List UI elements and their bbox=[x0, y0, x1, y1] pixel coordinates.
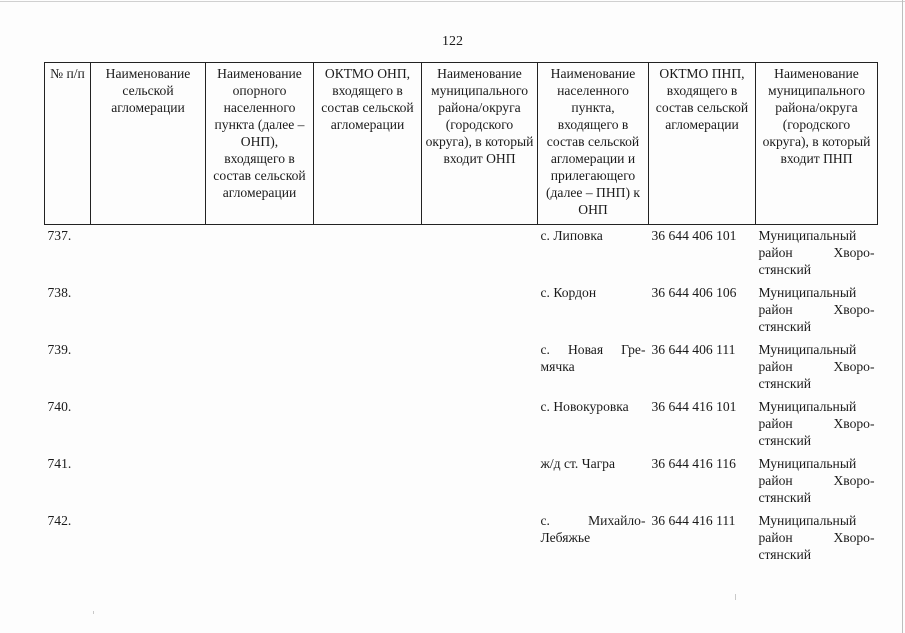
agglomeration-cell bbox=[91, 339, 206, 396]
header-pnp-oktmo: ОКТМО ПНП, входящего в состав сельской агломерации bbox=[649, 63, 756, 225]
header-pnp-name: Наименование населенного пункта, входящего в состав сельской агломерации и прилегающего (далее – ПНП) к ОНП bbox=[538, 63, 649, 225]
onp-cell bbox=[206, 510, 314, 567]
onp-district-cell bbox=[422, 510, 538, 567]
row-number: 741. bbox=[47, 456, 72, 471]
table-row bbox=[45, 453, 878, 510]
row-number: 739. bbox=[47, 342, 72, 357]
onp-cell bbox=[206, 396, 314, 453]
header-onp-name: Наименование опорного населенного пункта (далее – ОНП), входящего в состав сельской агломерации bbox=[206, 63, 314, 225]
agglomeration-cell bbox=[91, 453, 206, 510]
table-row bbox=[45, 282, 878, 339]
pnp-district-cell: Муниципальный район Хворо- стянский bbox=[758, 228, 875, 277]
header-number: № п/п bbox=[45, 63, 91, 225]
agglomeration-cell bbox=[91, 396, 206, 453]
pnp-district-cell: Муниципальный район Хворо- стянский bbox=[758, 342, 875, 391]
onp-district-cell bbox=[422, 396, 538, 453]
table-row bbox=[45, 339, 878, 396]
onp-district-cell bbox=[422, 339, 538, 396]
header-agglomeration-name: Наименование сельской агломерации bbox=[91, 63, 206, 225]
onp-oktmo-cell bbox=[314, 282, 422, 339]
pnp-oktmo-cell: 36 644 416 101 bbox=[651, 399, 737, 414]
pnp-oktmo-cell: 36 644 416 111 bbox=[651, 513, 736, 528]
onp-cell bbox=[206, 225, 314, 283]
row-number: 742. bbox=[47, 513, 72, 528]
table-row bbox=[45, 396, 878, 453]
table-row bbox=[45, 225, 878, 283]
pnp-name-cell: с. Михайло- Лебяжье bbox=[540, 513, 646, 545]
agglomeration-table bbox=[44, 62, 878, 567]
header-onp-district: Наименование муниципального района/округа (городского округа), в который входит ОНП bbox=[422, 63, 538, 225]
onp-oktmo-cell bbox=[314, 225, 422, 283]
pnp-name-cell: ж/д ст. Чагра bbox=[540, 456, 616, 471]
row-number: 738. bbox=[47, 285, 72, 300]
row-number: 740. bbox=[47, 399, 72, 414]
pnp-name-cell: с. Новокуровка bbox=[540, 399, 629, 414]
agglomeration-cell bbox=[91, 510, 206, 567]
pnp-district-cell: Муниципальный район Хворо- стянский bbox=[758, 399, 875, 448]
pnp-name-cell: с. Кордон bbox=[540, 285, 597, 300]
scan-speck bbox=[735, 594, 736, 600]
onp-oktmo-cell bbox=[314, 453, 422, 510]
pnp-name-cell: с. Новая Гре- мячка bbox=[540, 342, 646, 374]
pnp-district-cell: Муниципальный район Хворо- стянский bbox=[758, 285, 875, 334]
agglomeration-cell bbox=[91, 225, 206, 283]
pnp-oktmo-cell: 36 644 406 111 bbox=[651, 342, 736, 357]
pnp-oktmo-cell: 36 644 406 106 bbox=[651, 285, 737, 300]
scan-edge-top bbox=[0, 1, 905, 2]
pnp-district-cell: Муниципальный район Хворо- стянский bbox=[758, 513, 875, 562]
row-number: 737. bbox=[47, 228, 72, 243]
onp-district-cell bbox=[422, 453, 538, 510]
onp-oktmo-cell bbox=[314, 339, 422, 396]
onp-cell bbox=[206, 453, 314, 510]
scan-speck bbox=[93, 611, 94, 614]
table-row bbox=[45, 510, 878, 567]
pnp-oktmo-cell: 36 644 406 101 bbox=[651, 228, 737, 243]
onp-district-cell bbox=[422, 282, 538, 339]
pnp-district-cell: Муниципальный район Хворо- стянский bbox=[758, 456, 875, 505]
onp-cell bbox=[206, 282, 314, 339]
header-onp-oktmo: ОКТМО ОНП, входящего в состав сельской агломерации bbox=[314, 63, 422, 225]
onp-oktmo-cell bbox=[314, 396, 422, 453]
onp-district-cell bbox=[422, 225, 538, 283]
header-pnp-district: Наименование муниципального района/округа (городского округа), в который входит ПНП bbox=[756, 63, 878, 225]
pnp-name-cell: с. Липовка bbox=[540, 228, 603, 243]
table-header-row bbox=[45, 63, 878, 225]
pnp-oktmo-cell: 36 644 416 116 bbox=[651, 456, 736, 471]
onp-oktmo-cell bbox=[314, 510, 422, 567]
agglomeration-cell bbox=[91, 282, 206, 339]
scan-edge-right bbox=[902, 0, 903, 633]
page-number: 122 bbox=[442, 34, 463, 49]
onp-cell bbox=[206, 339, 314, 396]
